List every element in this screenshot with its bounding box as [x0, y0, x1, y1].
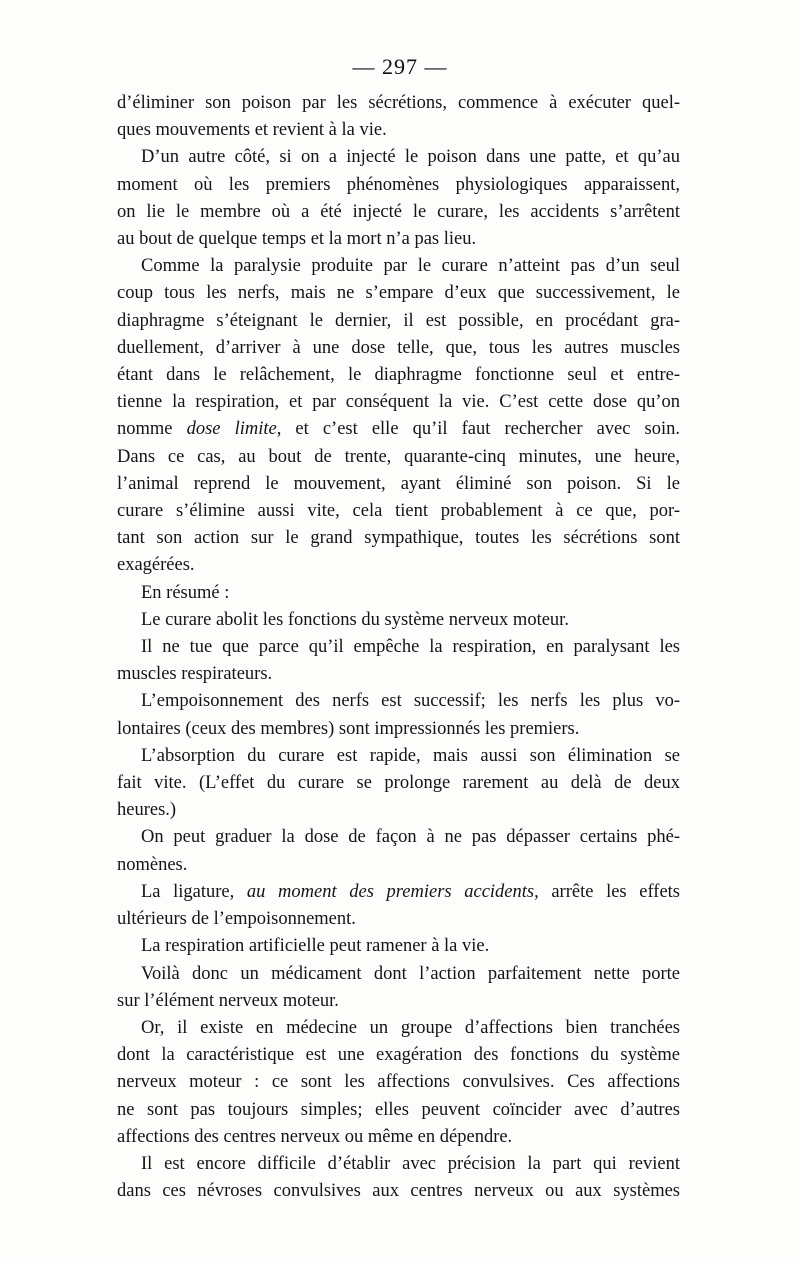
page-number: — 297 —	[352, 54, 448, 79]
body-text	[117, 90, 680, 1205]
text-line: Il est encore difficile d’établir avec précision la part qui revient	[141, 1153, 680, 1174]
text-line: Comme la paralysie produite par le curare n’atteint pas d’un seul	[141, 256, 680, 277]
text-line: tant son action sur le grand sympathique, toutes les sécrétions sont	[117, 528, 680, 549]
text-line: Le curare abolit les fonctions du système nerveux moteur.	[141, 609, 569, 630]
text-line: d’éliminer son poison par les sécrétions, commence à exécuter quel-	[117, 93, 680, 113]
text-line: ne sont pas toujours simples; elles peuvent coïncider avec d’autres	[117, 1099, 680, 1120]
text-line: Voilà donc un médicament dont l’action parfaitement nette porte	[141, 963, 680, 984]
text-line: curare s’élimine aussi vite, cela tient probablement à ce que, por-	[117, 501, 680, 522]
text-line: diaphragme s’éteignant le dernier, il est possible, en procédant gra-	[117, 310, 680, 331]
text-line: lontaires (ceux des membres) sont impressionnés les premiers.	[117, 718, 580, 739]
text-line: La ligature, au moment des premiers accidents, arrête les effets	[141, 881, 680, 902]
text-line: tienne la respiration, et par conséquent la vie. C’est cette dose qu’on	[117, 392, 680, 413]
text-line: dont la caractéristique est une exagération des fonctions du système	[117, 1045, 680, 1066]
text-line: L’absorption du curare est rapide, mais aussi son élimination se	[141, 745, 680, 766]
italic-phrase: dose limite	[186, 419, 277, 440]
text-line: Or, il existe en médecine un groupe d’affections bien tranchées	[141, 1017, 680, 1038]
text-line: D’un autre côté, si on a injecté le poison dans une patte, et qu’au	[141, 147, 680, 168]
text-line: moment où les premiers phénomènes physiologiques apparaissent,	[117, 174, 680, 195]
text-line: ultérieurs de l’empoisonnement.	[117, 909, 356, 930]
text-line: exagérées.	[117, 555, 195, 576]
text-line: La respiration artificielle peut ramener à la vie.	[141, 936, 490, 957]
text-line: nomènes.	[117, 854, 188, 875]
text-line: Il ne tue que parce qu’il empêche la respiration, en paralysant les	[141, 637, 680, 658]
text-line: fait vite. (L’effet du curare se prolonge rarement au delà de deux	[117, 773, 680, 794]
text-line: En résumé :	[141, 582, 230, 603]
text-line: Dans ce cas, au bout de trente, quarante-cinq minutes, une heure,	[117, 446, 680, 467]
text-line: on lie le membre où a été injecté le curare, les accidents s’arrêtent	[117, 201, 680, 222]
text-line: affections des centres nerveux ou même en dépendre.	[117, 1126, 513, 1147]
text-line: On peut graduer la dose de façon à ne pas dépasser certains phé-	[141, 827, 680, 848]
text-line: sur l’élément nerveux moteur.	[117, 990, 339, 1011]
text-line: duellement, d’arriver à une dose telle, que, tous les autres muscles	[117, 337, 680, 358]
text-line: L’empoisonnement des nerfs est successif; les nerfs les plus vo-	[141, 691, 680, 712]
text-line: nerveux moteur : ce sont les affections convulsives. Ces affections	[117, 1072, 680, 1093]
text-line: ques mouvements et revient à la vie.	[117, 120, 387, 141]
text-line: muscles respirateurs.	[117, 664, 273, 685]
text-line: dans ces névroses convulsives aux centres nerveux ou aux systèmes	[117, 1181, 680, 1202]
text-line: nomme dose limite, et c’est elle qu’il faut rechercher avec soin.	[117, 419, 680, 440]
text-line: au bout de quelque temps et la mort n’a pas lieu.	[117, 229, 477, 250]
italic-phrase: au moment des premiers accidents	[246, 881, 535, 902]
text-line: coup tous les nerfs, mais ne s’empare d’eux que successivement, le	[117, 283, 680, 304]
text-line: heures.)	[117, 800, 177, 821]
text-line: l’animal reprend le mouvement, ayant éliminé son poison. Si le	[117, 473, 680, 494]
text-line: étant dans le relâchement, le diaphragme fonctionne seul et entre-	[117, 365, 680, 386]
